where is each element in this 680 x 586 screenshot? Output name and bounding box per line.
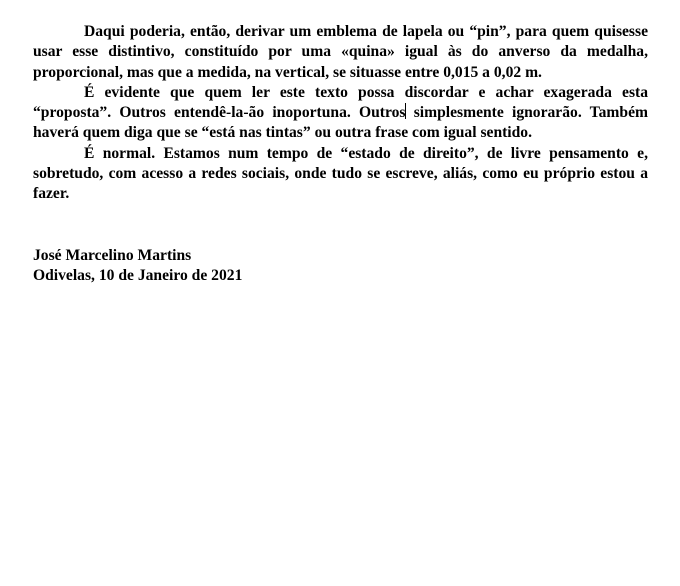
paragraph-normal: É normal. Estamos num tempo de “estado de direito”, de livre pensamento e, sobretudo, com acesso a redes sociais, onde tudo se escreve, aliás, como eu próprio estou a fazer. xyxy=(33,144,648,203)
paragraph-proposal-text-start: É evidente que quem ler este texto possa discordar e achar exagerada esta “proposta”. Outros entendê-la-ão inoportuna. Outros xyxy=(33,83,648,122)
paragraph-proposal xyxy=(33,83,648,144)
paragraph-pin-emblem: Daqui poderia, então, derivar um emblema de lapela ou “pin”, para quem quisesse usar esse distintivo, constituído por uma «quina» igual às do anverso da medalha, proporcional, mas que a medida, na vertical, se situasse entre 0,015 a 0,02 m. xyxy=(33,23,648,81)
signature-block xyxy=(33,246,648,287)
place-date: Odivelas, 10 de Janeiro de 2021 xyxy=(33,266,243,284)
document-page[interactable] xyxy=(33,22,648,286)
author-name: José Marcelino Martins xyxy=(33,246,192,264)
paragraph-proposal-text-end: simplesmente ignorarão. Também haverá quem diga que se “está nas tintas” ou outra frase com igual sentido. xyxy=(33,104,648,142)
